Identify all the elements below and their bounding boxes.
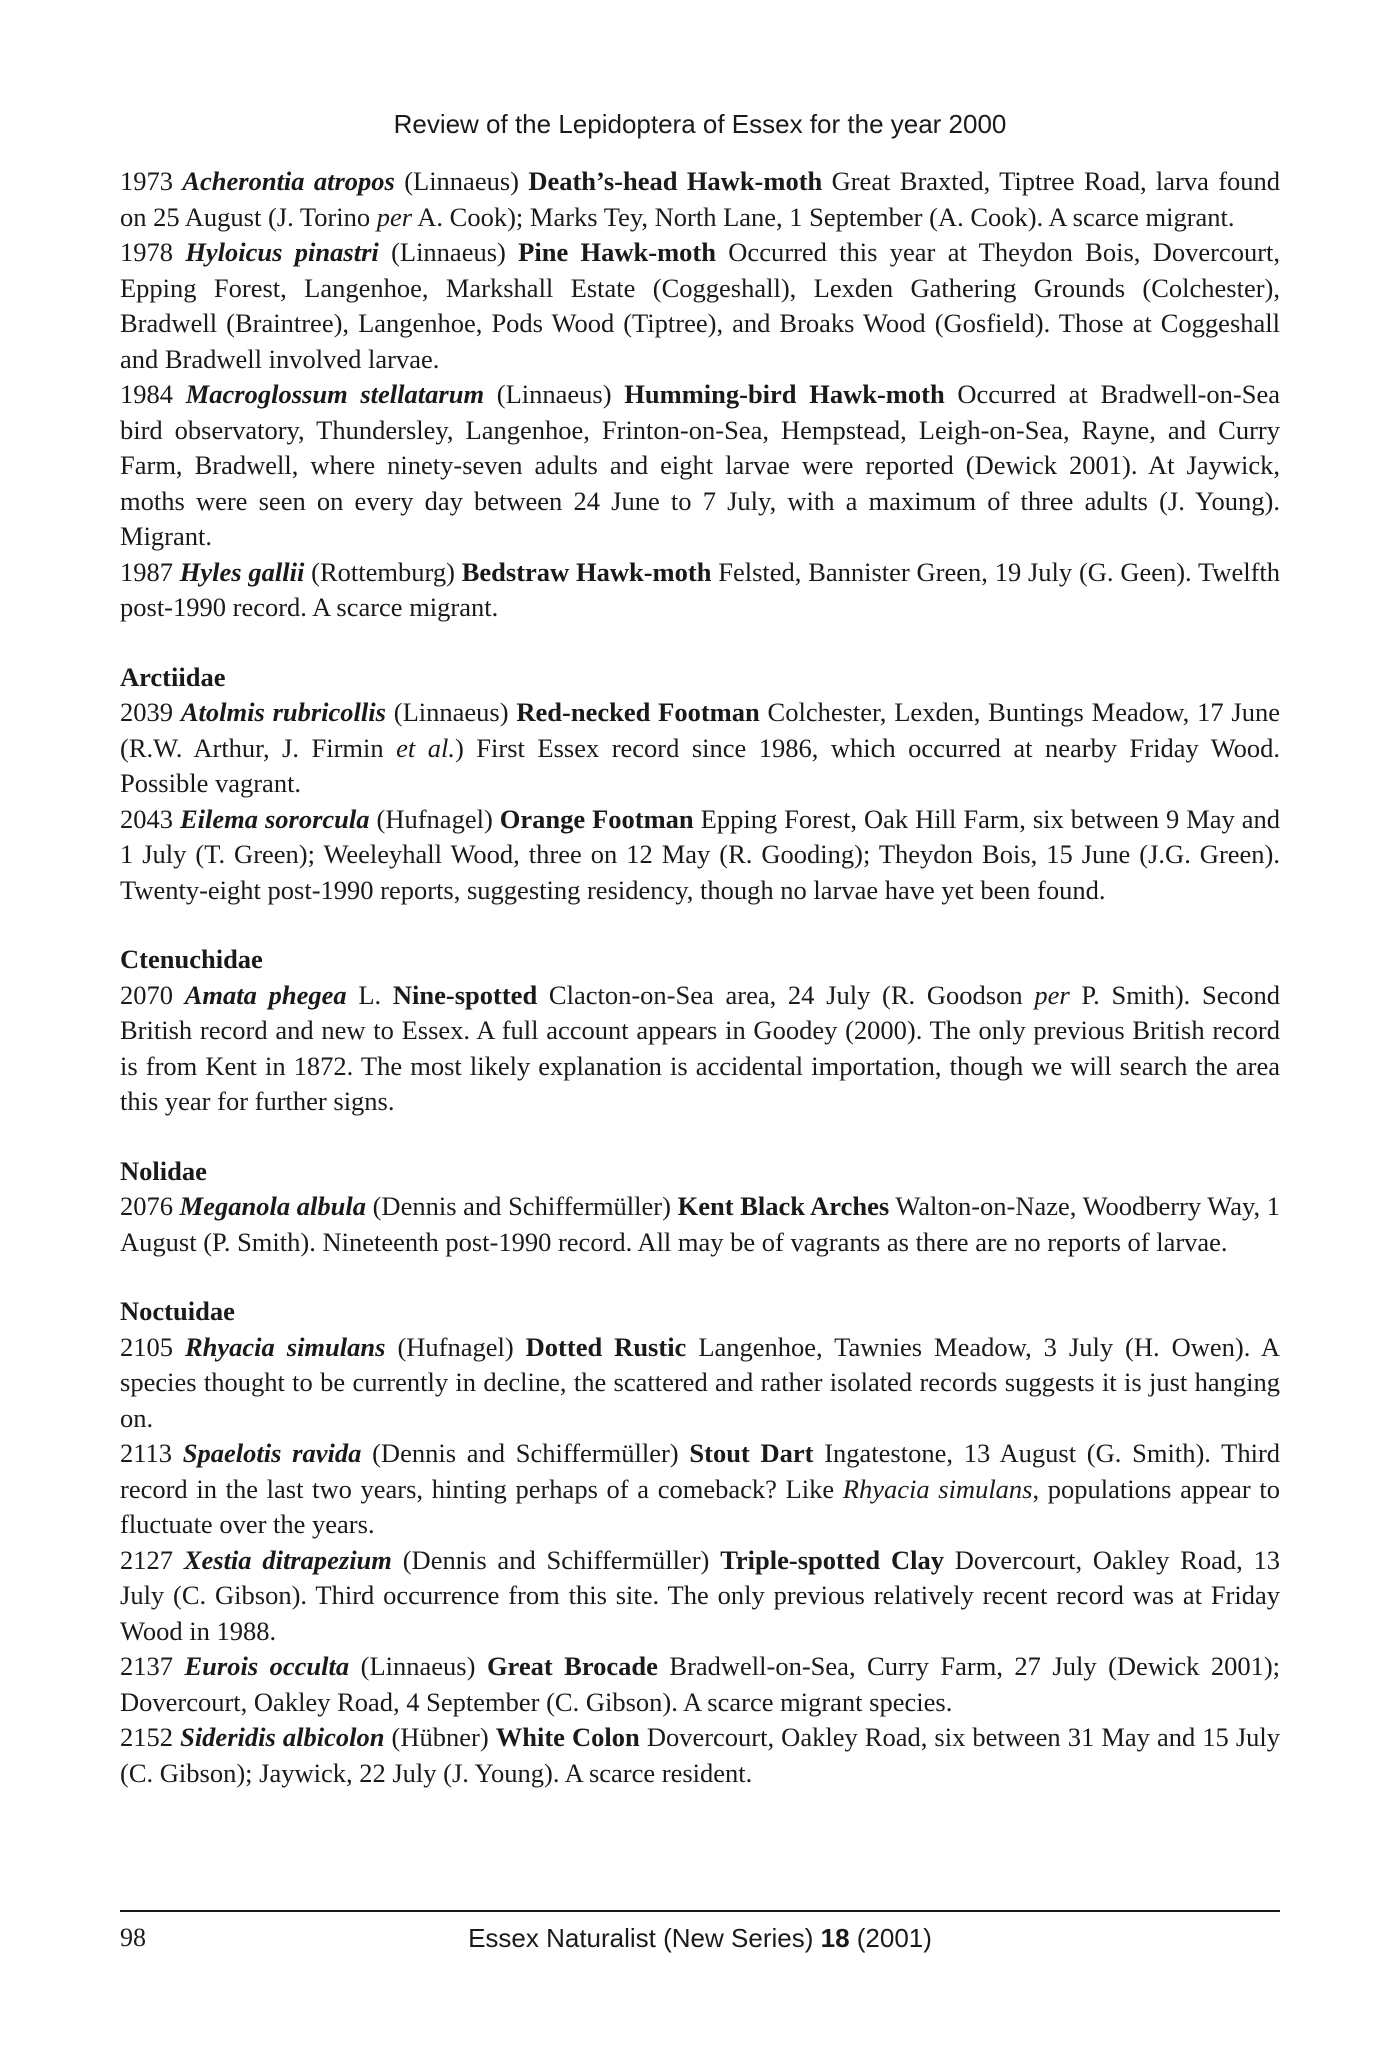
- common-name: Humming-bird Hawk-moth: [624, 379, 945, 409]
- scientific-name: Amata phegea: [184, 979, 347, 1010]
- species-number: 2039: [120, 697, 173, 727]
- common-name: Kent Black Arches: [677, 1191, 890, 1221]
- entry-text: Great Braxted, Tiptree Road, larva found on 25 August (J. Torino: [120, 166, 1281, 232]
- journal-name: Essex Naturalist (New Series): [468, 1923, 814, 1953]
- page-number: 98: [120, 1923, 146, 1952]
- species-entry-2076: [120, 1189, 1280, 1260]
- entry-text: Bradwell-on-Sea, Curry Farm, 27 July (Dewick 2001); Dovercourt, Oakley Road, 4 September (C. Gibson). A scarce migrant species.: [120, 1651, 1281, 1717]
- entry-text: Occurred this year at Theydon Bois, Dovercourt, Epping Forest, Langenhoe, Markshall Estate (Coggeshall), Lexden Gathering Grounds (Colchester), Bradwell (Braintree), Langenhoe, Pods Wood (Tiptree), and Broaks Wood (Gosfield). Those at Coggeshall and Bradwell involved larvae.: [120, 237, 1280, 374]
- species-number: 1984: [120, 379, 173, 409]
- document-body: [120, 164, 1280, 1791]
- species-entry-2152: [120, 1720, 1280, 1791]
- species-author: (Linnaeus): [360, 1651, 476, 1681]
- species-number: 1987: [120, 556, 173, 587]
- species-number: 2105: [120, 1331, 173, 1362]
- species-author: L.: [358, 979, 382, 1010]
- entry-text: Ingatestone, 13 August (G. Smith). Third record in the last two years, hinting perhaps of a comeback? Like: [120, 1438, 1281, 1504]
- entry-text-italic: per: [376, 201, 413, 232]
- common-name: White Colon: [495, 1722, 640, 1752]
- species-entry-1978: [120, 235, 1280, 377]
- species-entry-1987: [120, 555, 1280, 626]
- common-name: Orange Footman: [499, 803, 694, 834]
- species-entry-1973: [120, 164, 1280, 235]
- common-name: Red-necked Footman: [516, 697, 760, 727]
- species-number: 2127: [120, 1544, 173, 1575]
- species-entry-2039: [120, 695, 1280, 802]
- entry-text: Epping Forest, Oak Hill Farm, six between 9 May and 1 July (T. Green); Weeleyhall Wood, three on 12 May (R. Gooding); Theydon Bois, 15 June (J.G. Green). Twenty-eight post-1990 reports, suggesting residency, though no larvae have yet been found.: [120, 803, 1281, 905]
- scientific-name: Spaelotis ravida: [182, 1438, 362, 1468]
- common-name: Stout Dart: [689, 1438, 814, 1468]
- species-author: (Linnaeus): [391, 237, 506, 267]
- entry-text: Colchester, Lexden, Buntings Meadow, 17 June (R.W. Arthur, J. Firmin: [120, 697, 1280, 763]
- common-name: Great Brocade: [486, 1651, 658, 1681]
- common-name: Dotted Rustic: [525, 1331, 687, 1362]
- species-number: 2043: [120, 803, 173, 834]
- species-reference-italic: Rhyacia simulans: [842, 1473, 1033, 1504]
- family-heading-arctiidae: Arctiidae: [120, 661, 226, 692]
- species-number: 2076: [120, 1191, 173, 1221]
- entry-text: Occurred at Bradwell-on-Sea bird observatory, Thundersley, Langenhoe, Frinton-on-Sea, Hempstead, Leigh-on-Sea, Rayne, and Curry Farm, Bradwell, where ninety-seven adults and eight larvae were reported (Dewick 2001). At Jaywick, moths were seen on every day between 24 June to 7 July, with a maximum of three adults (J. Young). Migrant.: [120, 379, 1281, 551]
- species-author: (Hufnagel): [397, 1331, 514, 1362]
- scientific-name: Eilema sororcula: [179, 803, 370, 834]
- common-name: Pine Hawk-moth: [518, 237, 716, 267]
- entry-text: Walton-on-Naze, Woodberry Way, 1 August (P. Smith). Nineteenth post-1990 record. All may be of vagrants as there are no reports of larvae.: [120, 1191, 1281, 1257]
- family-heading-noctuidae: Noctuidae: [120, 1296, 235, 1326]
- species-entry-2043: [120, 802, 1280, 909]
- species-author: (Hübner): [391, 1722, 489, 1752]
- species-author: (Linnaeus): [496, 379, 612, 409]
- species-entry-2137: [120, 1649, 1280, 1720]
- species-author: (Hufnagel): [376, 803, 493, 834]
- species-number: 2070: [120, 979, 173, 1010]
- scientific-name: Macroglossum stellatarum: [185, 379, 485, 409]
- species-entry-2113: [120, 1436, 1280, 1543]
- entry-text-italic: per: [1034, 979, 1070, 1010]
- entry-text: Langenhoe, Tawnies Meadow, 3 July (H. Owen). A species thought to be currently in decline, the scattered and rather isolated records suggests it is just hanging on.: [120, 1331, 1280, 1433]
- entry-text: , populations appear to fluctuate over the years.: [120, 1473, 1280, 1539]
- species-entry-2070: [120, 978, 1280, 1120]
- species-entry-2105: [120, 1330, 1280, 1437]
- species-author: (Rottemburg): [311, 556, 455, 587]
- footer-divider: [120, 1910, 1280, 1912]
- entry-text: Dovercourt, Oakley Road, 13 July (C. Gibson). Third occurrence from this site. The only previous relatively recent record was at Friday Wood in 1988.: [120, 1544, 1281, 1646]
- species-author: (Linnaeus): [393, 697, 509, 727]
- scientific-name: Hyloicus pinastri: [185, 237, 379, 267]
- entry-text: Felsted, Bannister Green, 19 July (G. Geen). Twelfth post-1990 record. A scarce migrant.: [120, 556, 1281, 622]
- common-name: Nine-spotted: [392, 979, 538, 1010]
- journal-year: (2001): [856, 1923, 932, 1953]
- entry-text-italic: et al.: [396, 732, 455, 763]
- common-name: Triple-spotted Clay: [720, 1544, 944, 1575]
- common-name: Bedstraw Hawk-moth: [461, 556, 712, 587]
- species-number: 2152: [120, 1722, 173, 1752]
- species-number: 1978: [120, 237, 173, 267]
- species-entry-1984: [120, 377, 1280, 555]
- entry-text: Dovercourt, Oakley Road, six between 31 May and 15 July (C. Gibson); Jaywick, 22 July (J. Young). A scarce resident.: [120, 1722, 1281, 1788]
- family-heading-ctenuchidae: Ctenuchidae: [120, 944, 263, 974]
- species-number: 2113: [120, 1438, 173, 1468]
- scientific-name: Xestia ditrapezium: [183, 1544, 392, 1575]
- species-number: 1973: [120, 166, 173, 196]
- journal-citation: [120, 1922, 1280, 1954]
- scientific-name: Acherontia atropos: [182, 166, 395, 196]
- journal-volume: 18: [820, 1923, 850, 1953]
- scientific-name: Atolmis rubricollis: [180, 697, 386, 727]
- entry-text: P. Smith). Second British record and new to Essex. A full account appears in Goodey (2000). The only previous British record is from Kent in 1872. The most likely explanation is accidental importation, though we will search the area this year for further signs.: [120, 979, 1281, 1116]
- entry-text: ) First Essex record since 1986, which occurred at nearby Friday Wood. Possible vagrant.: [120, 732, 1280, 798]
- scientific-name: Eurois occulta: [184, 1651, 350, 1681]
- entry-text: A. Cook); Marks Tey, North Lane, 1 September (A. Cook). A scarce migrant.: [412, 201, 1235, 232]
- species-entry-2127: [120, 1543, 1280, 1650]
- scientific-name: Meganola albula: [179, 1191, 366, 1221]
- scientific-name: Rhyacia simulans: [184, 1331, 386, 1362]
- species-author: (Dennis and Schiffermüller): [372, 1438, 679, 1468]
- species-author: (Dennis and Schiffermüller): [372, 1191, 671, 1221]
- running-header: Review of the Lepidoptera of Essex for the year 2000: [393, 109, 1007, 139]
- species-number: 2137: [120, 1651, 173, 1681]
- species-author: (Dennis and Schiffermüller): [402, 1544, 710, 1575]
- family-heading-nolidae: Nolidae: [120, 1155, 207, 1186]
- common-name: Death’s-head Hawk-moth: [528, 166, 823, 196]
- scientific-name: Hyles gallii: [179, 556, 305, 587]
- scientific-name: Sideridis albicolon: [180, 1722, 385, 1752]
- entry-text: Clacton-on-Sea area, 24 July (R. Goodson: [548, 979, 1035, 1010]
- species-author: (Linnaeus): [404, 166, 519, 196]
